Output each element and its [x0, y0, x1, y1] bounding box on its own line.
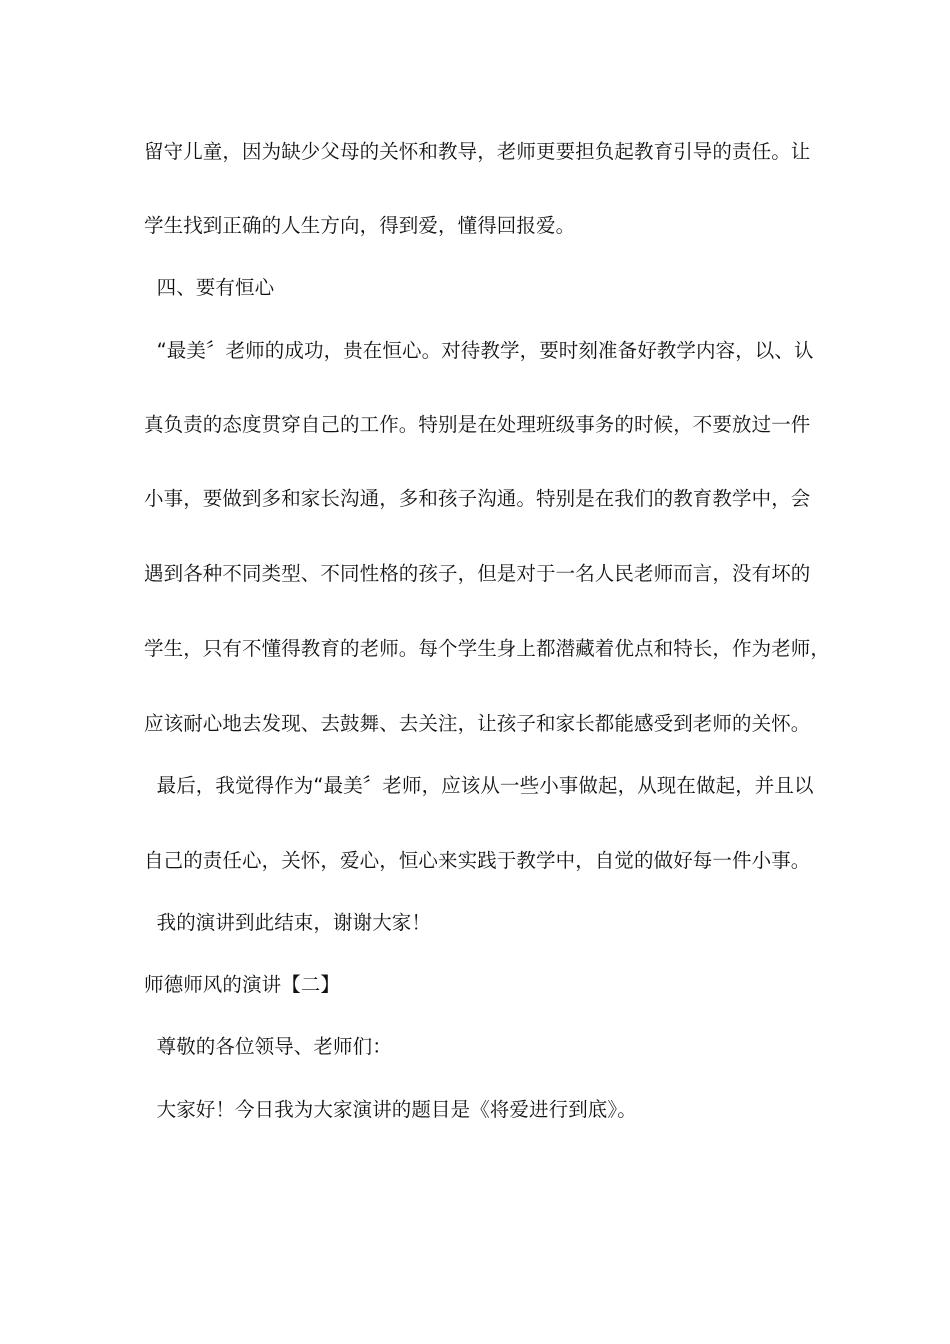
- paragraph-line: “最美〞老师的成功，贵在恒心。对待教学，要时刻准备好教学内容，以、认: [144, 339, 814, 362]
- section-title: 师德师风的演讲【二】: [144, 973, 341, 996]
- paragraph-line: 学生找到正确的人生方向，得到爱，懂得回报爱。: [144, 214, 576, 237]
- paragraph-line: 学生，只有不懂得教育的老师。每个学生身上都潜藏着优点和特长，作为老师，: [144, 637, 831, 660]
- salutation-line: 尊敬的各位领导、老师们：: [144, 1035, 392, 1058]
- paragraph-line: 应该耐心地去发现、去鼓舞、去关注，让孩子和家长都能感受到老师的关怀。: [144, 712, 811, 735]
- paragraph-line: 最后，我觉得作为“最美〞老师，应该从一些小事做起，从现在做起，并且以: [144, 774, 814, 797]
- paragraph-line: 留守儿童，因为缺少父母的关怀和教导，老师更要担负起教育引导的责任。让: [144, 140, 811, 163]
- paragraph-line: 遇到各种不同类型、不同性格的孩子，但是对于一名人民老师而言，没有坏的: [144, 562, 811, 585]
- paragraph-line: 我的演讲到此结束，谢谢大家！: [144, 911, 431, 934]
- paragraph-line: 小事，要做到多和家长沟通，多和孩子沟通。特别是在我们的教育教学中，会: [144, 487, 811, 510]
- section-heading: 四、要有恒心: [144, 276, 275, 299]
- paragraph-line: 真负责的态度贯穿自己的工作。特别是在处理班级事务的时候，不要放过一件: [144, 413, 811, 436]
- paragraph-line: 自己的责任心，关怀，爱心，恒心来实践于教学中，自觉的做好每一件小事。: [144, 849, 811, 872]
- paragraph-line: 大家好！今日我为大家演讲的题目是《将爱进行到底》。: [144, 1098, 637, 1121]
